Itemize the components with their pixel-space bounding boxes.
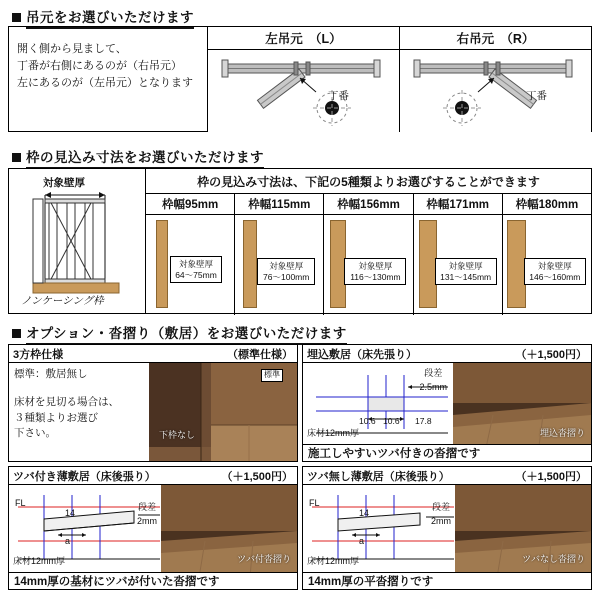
no-flange-step-block xyxy=(431,501,451,528)
frame-width-label-156: 枠幅156mm xyxy=(324,194,412,215)
panel-price-embedded: （＋1,500円） xyxy=(515,348,587,361)
frame-tag-156 xyxy=(344,258,406,285)
hinge-cell-left-title: 左吊元 （L） xyxy=(208,27,399,50)
frame-width-label-95: 枠幅95mm xyxy=(146,194,234,215)
frame-column-95 xyxy=(146,194,235,315)
with-flange-step-block xyxy=(137,501,157,528)
frame-tag-title-156: 対象壁厚 xyxy=(358,261,393,271)
frame-columns xyxy=(146,194,591,315)
with-flange-floor-label: 床材12mm厚 xyxy=(13,556,66,566)
section-heading-frame xyxy=(8,146,596,169)
panel-title-no-flange: ツバ無し薄敷居（床後張り） xyxy=(307,470,450,483)
panel-price-standard: （標準仕様） xyxy=(227,348,293,361)
embedded-step-block xyxy=(419,367,447,394)
frame-tag-title-95: 対象壁厚 xyxy=(178,259,213,269)
panel-title-embedded: 埋込敷居（床先張り） xyxy=(307,348,417,361)
frame-tag-value-115: 76〜100mm xyxy=(263,271,310,282)
standard-line-5: 下さい。 xyxy=(14,427,56,440)
embedded-footer: 施工しやすいツバ付きの沓摺です xyxy=(303,444,591,461)
with-flange-step-label: 段差 xyxy=(137,502,156,512)
with-flange-fl: FL xyxy=(15,498,26,508)
non-casing-frame-label: ノンケーシング枠 xyxy=(21,295,104,307)
hinge-left-diagram xyxy=(208,50,398,133)
hinge-note-line-2: 丁番が右側にあるのが（右吊元） xyxy=(17,60,182,73)
with-flange-step-value: 2mm xyxy=(137,515,157,526)
frame-drawing-156 xyxy=(324,214,412,315)
frame-table xyxy=(8,168,592,314)
with-flange-photo-caption: ツバ付沓摺り xyxy=(237,554,291,564)
hinge-note-line-1: 開く側から見まして、 xyxy=(17,43,127,55)
with-flange-footer: 14mm厚の基材にツバが付いた沓摺です xyxy=(9,572,297,589)
section-heading-options-text: オプション・沓摺り（敷居）をお選びいただけます xyxy=(26,322,347,345)
wall-section-drawing xyxy=(8,168,146,314)
frame-tag-title-180: 対象壁厚 xyxy=(537,261,572,271)
option-panel-embedded[interactable] xyxy=(302,344,592,462)
frame-column-180 xyxy=(503,194,591,315)
standard-line-3: 床材を見切る場合は、 xyxy=(14,395,119,408)
embedded-m1: 10.6 xyxy=(359,416,376,426)
option-panel-no-flange[interactable] xyxy=(302,466,592,590)
hinge-right-diagram xyxy=(400,50,590,133)
section-heading-hinge-text: 吊元をお選びいただけます xyxy=(26,6,194,29)
frame-drawing-115 xyxy=(235,214,323,315)
hinge-cell-left xyxy=(208,26,400,132)
no-flange-footer: 14mm厚の平沓摺りです xyxy=(303,572,591,589)
with-flange-width: 14 xyxy=(65,508,76,518)
frame-tag-95 xyxy=(170,256,222,283)
frame-column-156 xyxy=(324,194,413,315)
frame-drawing-171 xyxy=(414,214,502,315)
wall-thickness-label: 対象壁厚 xyxy=(43,177,85,189)
frame-drawing-180 xyxy=(503,214,591,315)
frame-tag-title-171: 対象壁厚 xyxy=(448,261,483,271)
standard-photo-caption: 下枠なし xyxy=(159,430,196,440)
frame-tag-180 xyxy=(524,258,586,285)
option-panel-with-flange[interactable] xyxy=(8,466,298,590)
panel-header-no-flange xyxy=(303,467,591,485)
bullet-square-icon xyxy=(12,13,21,22)
standard-photo-tag: 標準 xyxy=(261,369,283,382)
frame-tag-value-95: 64〜75mm xyxy=(175,269,217,280)
panel-body-standard xyxy=(9,363,297,461)
wall-sketch-svg xyxy=(9,169,145,313)
embedded-step-value: 2.5mm xyxy=(419,381,447,392)
frame-width-table xyxy=(146,168,592,314)
option-panel-standard[interactable] xyxy=(8,344,298,462)
frame-tag-title-115: 対象壁厚 xyxy=(269,261,304,271)
option-panels xyxy=(8,344,592,592)
panel-header-standard xyxy=(9,345,297,363)
panel-price-no-flange: （＋1,500円） xyxy=(515,470,587,483)
panel-text-standard xyxy=(9,363,149,461)
bullet-square-icon-3 xyxy=(12,329,21,338)
no-flange-step-label: 段差 xyxy=(431,502,450,512)
frame-drawing-95 xyxy=(146,214,234,315)
panel-price-with-flange: （＋1,500円） xyxy=(221,470,293,483)
frame-table-title: 枠の見込み寸法は、下記の5種類よりお選びすることができます xyxy=(146,169,591,194)
frame-width-label-171: 枠幅171mm xyxy=(414,194,502,215)
frame-tag-value-180: 146〜160mm xyxy=(529,271,581,282)
frame-tag-171 xyxy=(435,258,497,285)
hinge-cell-left-drawing xyxy=(208,50,399,133)
embedded-photo-caption: 埋込沓摺り xyxy=(539,428,585,438)
hinge-note-line-3: 左にあるのが（左吊元）となります xyxy=(17,77,193,90)
hinge-cell-right-title: 右吊元 （R） xyxy=(400,27,591,50)
frame-tag-115 xyxy=(257,258,315,285)
embedded-floor-label: 床材12mm厚 xyxy=(307,428,360,438)
frame-column-115 xyxy=(235,194,324,315)
panel-title-with-flange: ツバ付き薄敷居（床後張り） xyxy=(13,470,156,483)
panel-title-standard: 3方枠仕様 xyxy=(13,348,64,361)
frame-bar-115 xyxy=(243,220,257,308)
section-heading-options xyxy=(8,322,596,345)
hinge-right-label: 丁番 xyxy=(526,90,547,102)
hinge-left-label: 丁番 xyxy=(328,90,349,102)
frame-tag-value-156: 116〜130mm xyxy=(350,271,401,282)
panel-body-no-flange xyxy=(303,485,591,589)
frame-bar-95 xyxy=(156,220,168,308)
no-flange-fl: FL xyxy=(309,498,320,508)
hinge-note xyxy=(8,26,208,132)
panel-header-with-flange xyxy=(9,467,297,485)
embedded-m3: 17.8 xyxy=(415,416,432,426)
panel-body-with-flange xyxy=(9,485,297,589)
no-flange-a: a xyxy=(359,536,365,546)
embedded-step-label: 段差 xyxy=(424,368,443,378)
section-heading-frame-text: 枠の見込み寸法をお選びいただけます xyxy=(26,146,264,169)
standard-line-4: ３種類よりお選び xyxy=(14,411,98,424)
hinge-cell-right xyxy=(400,26,592,132)
panel-body-embedded xyxy=(303,363,591,461)
bullet-square-icon-2 xyxy=(12,153,21,162)
frame-tag-value-171: 131〜145mm xyxy=(440,271,492,282)
frame-width-label-180: 枠幅180mm xyxy=(503,194,591,215)
panel-header-embedded xyxy=(303,345,591,363)
hinge-table xyxy=(8,26,592,132)
with-flange-a: a xyxy=(65,536,71,546)
standard-line-1: 標準：敷居無し xyxy=(14,368,88,380)
no-flange-width: 14 xyxy=(359,508,370,518)
no-flange-step-value: 2mm xyxy=(431,515,451,526)
frame-column-171 xyxy=(414,194,503,315)
embedded-m2: 10.6 xyxy=(383,416,400,426)
hinge-cell-right-drawing xyxy=(400,50,591,133)
frame-width-label-115: 枠幅115mm xyxy=(235,194,323,215)
panel-photo-standard xyxy=(149,363,297,461)
no-flange-floor-label: 床材12mm厚 xyxy=(307,556,360,566)
no-flange-photo-caption: ツバなし沓摺り xyxy=(522,554,585,564)
